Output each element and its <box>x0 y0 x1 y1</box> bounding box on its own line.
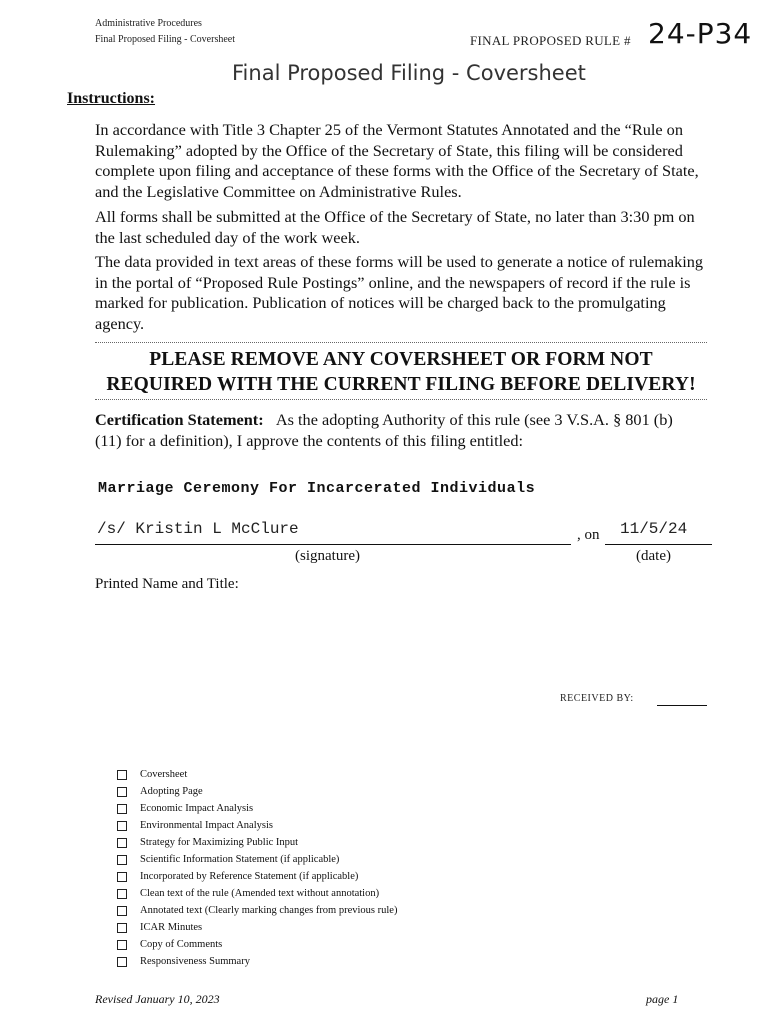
divider-top <box>95 342 707 343</box>
certification-text: As the adopting Authority of this rule (see 3 V.S.A. § 801 (b) (11) for a definition), I approve the contents of this filing entitled: <box>95 410 673 450</box>
notice-line-2: REQUIRED WITH THE CURRENT FILING BEFORE DELIVERY! <box>106 374 696 395</box>
notice-line-1: PLEASE REMOVE ANY COVERSHEET OR FORM NOT <box>149 349 653 370</box>
checklist-item[interactable]: Adopting Page <box>117 783 397 800</box>
printed-name-label: Printed Name and Title: <box>95 576 239 592</box>
header-line-2: Final Proposed Filing - Coversheet <box>95 34 235 45</box>
date-line <box>605 544 712 545</box>
date-caption: (date) <box>636 548 671 564</box>
signature-value: /s/ Kristin L McClure <box>97 520 299 538</box>
filing-title: Marriage Ceremony For Incarcerated Individuals <box>98 480 536 497</box>
checkbox[interactable] <box>117 804 127 814</box>
rule-number-handwritten: 24-P34 <box>648 17 753 50</box>
checkbox[interactable] <box>117 855 127 865</box>
checklist-item[interactable]: Economic Impact Analysis <box>117 800 397 817</box>
instructions-paragraph-3: The data provided in text areas of these forms will be used to generate a notice of rulemaking in the portal of “Proposed Rule Postings” online, and the newspapers of record if the rule is marked for publication. Publication of notices will be charged back to the promulgating agency. <box>95 252 704 333</box>
checklist-item[interactable]: Incorporated by Reference Statement (if applicable) <box>117 868 397 885</box>
checklist-item[interactable]: Scientific Information Statement (if applicable) <box>117 851 397 868</box>
checklist-item[interactable]: Responsiveness Summary <box>117 953 397 970</box>
date-value: 11/5/24 <box>620 520 688 538</box>
checkbox[interactable] <box>117 957 127 967</box>
footer-page-number: page 1 <box>646 992 679 1006</box>
certification-statement <box>95 410 695 451</box>
checkbox[interactable] <box>117 940 127 950</box>
checklist-item[interactable]: Strategy for Maximizing Public Input <box>117 834 397 851</box>
checkbox[interactable] <box>117 821 127 831</box>
checklist-item[interactable]: ICAR Minutes <box>117 919 397 936</box>
attachment-checklist <box>117 766 397 970</box>
checkbox[interactable] <box>117 787 127 797</box>
instructions-paragraph-1: In accordance with Title 3 Chapter 25 of the Vermont Statutes Annotated and the “Rule on Rulemaking” adopted by the Office of the Secretary of State, this filing will be considered complete upon filing and acceptance of these forms with the Office of the Secretary of State, and the Legislative Committee on Administrative Rules. <box>95 120 699 201</box>
signature-caption: (signature) <box>295 548 360 564</box>
on-label: , on <box>577 527 600 543</box>
instructions-paragraph-2: All forms shall be submitted at the Office of the Secretary of State, no later than 3:30 pm on the last scheduled day of the work week. <box>95 207 695 247</box>
checkbox[interactable] <box>117 923 127 933</box>
footer-revised: Revised January 10, 2023 <box>95 992 220 1006</box>
checkbox[interactable] <box>117 770 127 780</box>
checklist-item[interactable]: Copy of Comments <box>117 936 397 953</box>
divider-bottom <box>95 399 707 400</box>
checkbox[interactable] <box>117 838 127 848</box>
instructions-heading: Instructions: <box>67 90 156 107</box>
checklist-item[interactable]: Clean text of the rule (Amended text without annotation) <box>117 885 397 902</box>
received-by-line <box>657 705 707 706</box>
checklist-item[interactable]: Environmental Impact Analysis <box>117 817 397 834</box>
certification-label: Certification Statement: <box>95 410 264 429</box>
checklist-item[interactable]: Coversheet <box>117 766 397 783</box>
checkbox[interactable] <box>117 906 127 916</box>
checkbox[interactable] <box>117 872 127 882</box>
received-by-label: RECEIVED BY: <box>560 693 634 704</box>
rule-label: FINAL PROPOSED RULE # <box>470 33 631 48</box>
header-line-1: Administrative Procedures <box>95 18 202 29</box>
checklist-item[interactable]: Annotated text (Clearly marking changes from previous rule) <box>117 902 397 919</box>
checkbox[interactable] <box>117 889 127 899</box>
page-title: Final Proposed Filing - Coversheet <box>232 61 586 85</box>
signature-line <box>95 544 571 545</box>
